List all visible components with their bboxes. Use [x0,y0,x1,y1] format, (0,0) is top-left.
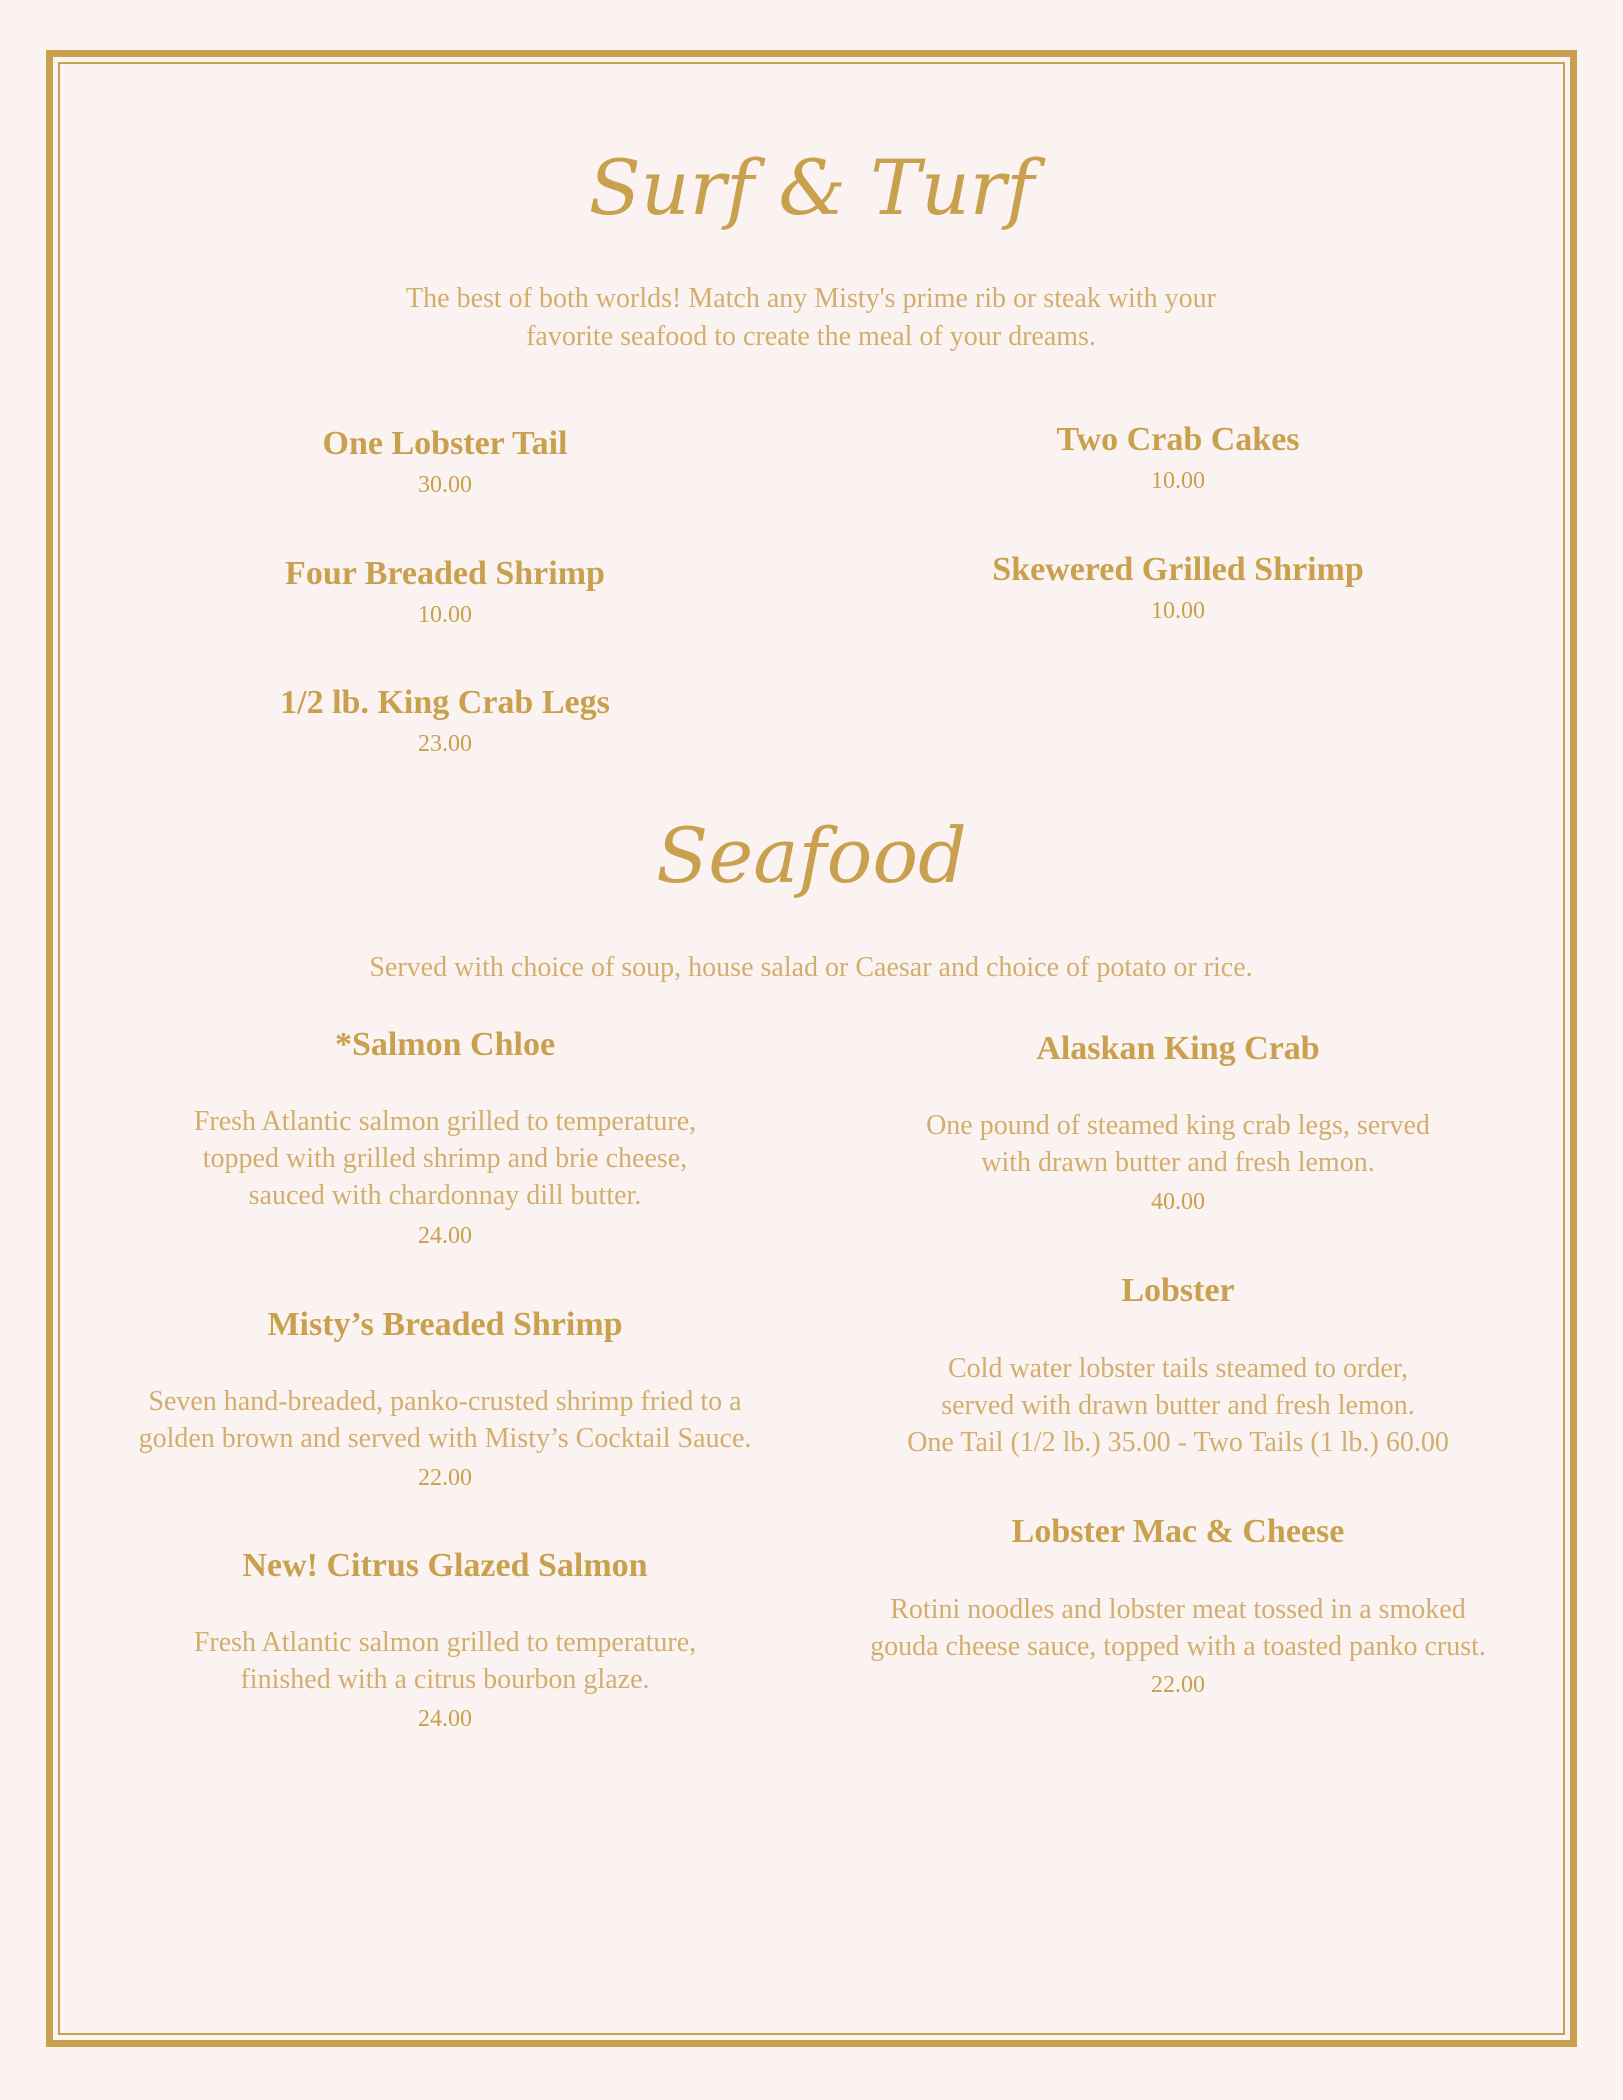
menu-item-description [818,1350,1538,1461]
menu-item-name: Alaskan King Crab [1036,1030,1320,1067]
menu-item-name: Lobster [1121,1272,1235,1309]
menu-item-description [85,1624,805,1698]
menu-item-price: 22.00 [1151,1672,1205,1698]
surf-turf-intro [311,280,1311,356]
description-line: gouda cheese sauce, topped with a toasted panko crust. [870,1631,1486,1662]
description-line: Cold water lobster tails steamed to order, [948,1353,1408,1384]
menu-item-name: Two Crab Cakes [1056,421,1300,458]
description-line: topped with grilled shrimp and brie cheese, [202,1143,688,1174]
menu-item-price: 30.00 [418,472,472,498]
seafood-intro: Served with choice of soup, house salad or Caesar and choice of potato or rice. [369,952,1253,983]
menu-item-price: 23.00 [418,731,472,757]
description-line: Fresh Atlantic salmon grilled to temperature, [193,1627,697,1658]
menu-item-name: 1/2 lb. King Crab Legs [280,684,610,721]
menu-item-name: Skewered Grilled Shrimp [992,551,1364,588]
menu-item-name: One Lobster Tail [322,425,568,462]
menu-item-name: Misty’s Breaded Shrimp [267,1306,623,1343]
surf-turf-intro-line: The best of both worlds! Match any Misty's prime rib or steak with your [406,283,1216,314]
description-line: Fresh Atlantic salmon grilled to temperature, [193,1106,697,1137]
section-title-seafood: Seafood [656,811,967,900]
description-line: with drawn butter and fresh lemon. [981,1147,1375,1178]
menu-item-description [818,1107,1538,1181]
menu-item-price: 24.00 [418,1223,472,1249]
menu-item-name: Lobster Mac & Cheese [1011,1513,1345,1550]
menu-item-price: 10.00 [418,602,472,628]
description-line: Rotini noodles and lobster meat tossed in a smoked [890,1594,1466,1625]
menu-item-name: Four Breaded Shrimp [285,555,605,592]
description-line: finished with a citrus bourbon glaze. [240,1664,650,1695]
menu-item-description [85,1103,805,1214]
surf-turf-intro-line: favorite seafood to create the meal of your dreams. [526,321,1096,352]
description-line: served with drawn butter and fresh lemon. [941,1390,1415,1421]
menu-item-price: 24.00 [418,1706,472,1732]
description-line: One Tail (1/2 lb.) 35.00 - Two Tails (1 lb.) 60.00 [907,1427,1449,1458]
description-line: One pound of steamed king crab legs, served [926,1110,1430,1141]
menu-item-price: 10.00 [1151,598,1205,624]
menu-item-price: 22.00 [418,1465,472,1491]
menu-item-price: 40.00 [1151,1189,1205,1215]
menu-item-description [85,1383,805,1457]
menu-item-description [818,1591,1538,1665]
menu-item-price: 10.00 [1151,468,1205,494]
menu-item-name: New! Citrus Glazed Salmon [242,1547,648,1584]
description-line: Seven hand-breaded, panko-crusted shrimp fried to a [148,1386,742,1417]
description-line: sauced with chardonnay dill butter. [248,1180,642,1211]
menu-item-name: *Salmon Chloe [334,1026,556,1063]
description-line: golden brown and served with Misty’s Cocktail Sauce. [138,1423,752,1454]
section-title-surf-turf: Surf & Turf [588,143,1035,232]
